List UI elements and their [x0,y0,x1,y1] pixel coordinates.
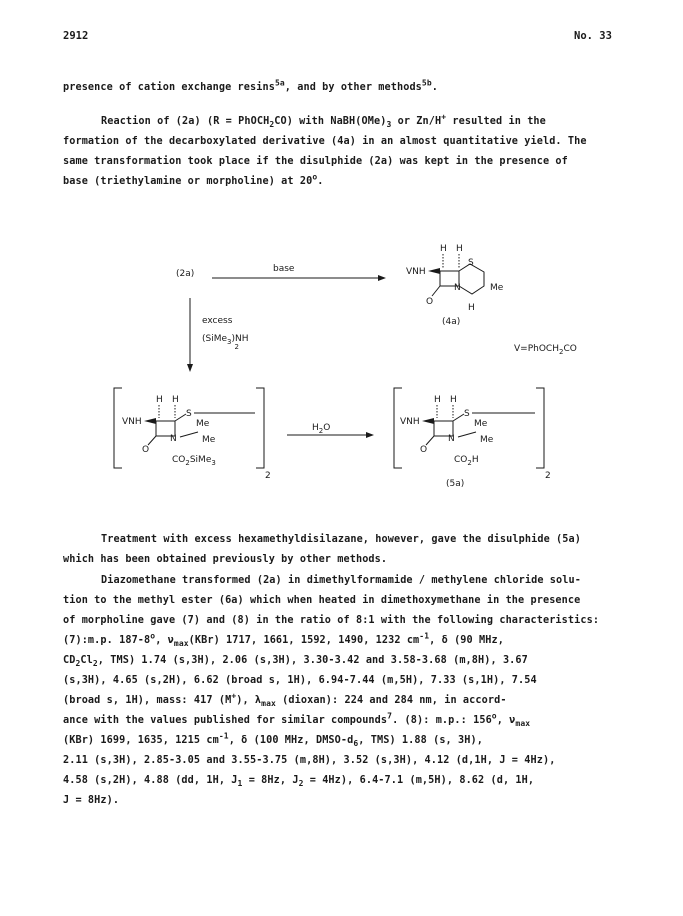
5a-h1: H [434,395,441,405]
arrow-excess-head [187,364,193,372]
paragraph-4 [63,571,611,811]
paragraph-4-line-2: tion to the methyl ester (6a) which when heated in dimethoxymethane in the presence [63,595,581,606]
label-5a: (5a) [446,479,465,489]
silyl-s-bond [175,414,186,421]
silyl-h1: H [156,395,163,405]
silyl-co-bond [148,436,156,445]
paragraph-1-line-1: presence of cation exchange resins$^{5a}$, and by other methods$^{5b}$. [63,78,438,93]
paragraph-4-line-4: (7):m.p. 187-8$^o$, $\nu_{max}(KBr)$ 1717, 1661, 1592, 1490, 1232 $cm^{-1}$, δ (90 MHz, [63,631,504,649]
silyl-wedge [144,418,156,424]
compound-5a [394,388,551,481]
v-definition: V=PhOCH$_2$CO [514,344,577,356]
page-number: 2912 [63,30,89,42]
arrow-reagent-label: (SiMe$_3$)NH 2 [202,334,249,351]
silyl-o: O [142,445,150,455]
4a-co-bond [432,286,440,296]
paragraph-2-line-2: formation of the decarboxylated derivative (4a) in an almost quantitative yield. The [63,136,587,147]
silyl-n: N [170,434,177,444]
5a-me2: Me [480,435,494,445]
arrow-h2o-head [366,432,374,438]
4a-six-ring [459,264,484,294]
silyl-co2sime3: $CO_2SiMe_3$ [172,455,216,467]
paragraph-4-line-6: (s,3H), 4.65 (s,2H), 6.62 (broad s, 1H), 6.94-7.44 (m,5H), 7.33 (s,1H), 7.54 [63,675,537,686]
paragraph-3 [63,530,611,570]
4a-s: S [468,258,474,268]
4a-n: N [454,283,461,293]
paragraph-2-line-1: Reaction of (2a) (R = PhOCH$_2$CO) with $NaBH(OMe)_3$ or Zn/H+ resulted in the [101,112,546,130]
arrow-excess-label: excess [202,316,233,326]
5a-wedge [422,418,434,424]
5a-s: S [464,409,470,419]
5a-co-bond [426,436,434,445]
bracket-right-2 [536,388,544,468]
4a-me: Me [490,283,504,293]
4a-wedge [428,268,440,274]
bracket-left-1 [114,388,122,468]
compound-silyl-disulphide [114,388,271,481]
compound-4a [406,244,504,313]
4a-vnh: VNH [406,267,426,277]
5a-co2h: $CO_2H$ [454,455,479,467]
paragraph-4-line-10: 2.11 (s,3H), 2.85-3.05 and 3.55-3.75 (m,8H), 3.52 (s,3H), 4.12 (d,1H, J = 4Hz), [63,755,556,766]
5a-s-bond [453,414,464,421]
paragraph-4-line-5: $CD_2Cl_2$, TMS) 1.74 (s,3H), 2.06 (s,3H), 3.30-3.42 and 3.58-3.68 (m,8H), 3.67 [63,655,528,669]
silyl-me2: Me [202,435,216,445]
paragraph-2-line-4: base (triethylamine or morpholine) at 20$^o$. [63,172,324,187]
bracket-subscript-2: 2 [545,471,551,481]
5a-me1: Me [474,419,488,429]
5a-c-bond [458,432,476,437]
paragraph-3-line-1: Treatment with excess hexamethyldisilazane, however, gave the disulphide (5a) [101,534,581,545]
5a-n: N [448,434,455,444]
arrow-h2o-label: $H_2O$ [312,423,331,435]
paragraph-4-line-12: J = 8Hz). [63,795,120,806]
silyl-h2: H [172,395,179,405]
paragraph-4-line-9: (KBr) 1699, 1635, 1215 $cm^{-1}$, δ (100 MHz, DMSO-$d_6$, TMS) 1.88 (s, 3H), [63,731,483,749]
5a-vnh: VNH [400,417,420,427]
silyl-c-bond [180,432,198,437]
reaction-scheme [110,238,610,508]
paragraph-4-line-3: of morpholine gave (7) and (8) in the ratio of 8:1 with the following characteristics: [63,615,600,626]
bracket-left-2 [394,388,402,468]
5a-o: O [420,445,428,455]
arrow-base-label: base [273,264,295,274]
4a-h2: H [456,244,463,254]
paragraph-2-line-3: same transformation took place if the disulphide (2a) was kept in the presence of [63,156,568,167]
label-2a: (2a) [176,269,195,279]
5a-h2: H [450,395,457,405]
bracket-right-1 [256,388,264,468]
4a-h3: H [468,303,475,313]
paragraph-3-line-2: which has been obtained previously by other methods. [63,554,388,565]
paragraph-4-line-8: ance with the values published for similar compounds$^7$. (8): m.p.: 156$^o$, $\nu_{max}$ [63,711,531,729]
4a-h1: H [440,244,447,254]
arrow-base-head [378,275,386,281]
silyl-me1: Me [196,419,210,429]
bracket-subscript-1: 2 [265,471,271,481]
4a-o: O [426,297,434,307]
paragraph-4-line-7: (broad s, 1H), mass: 417 (M+), $\lambda_{max}$ (dioxan): 224 and 284 nm, in accord- [63,691,507,709]
journal-number: No. 33 [574,30,612,42]
paragraph-4-line-1: Diazomethane transformed (2a) in dimethylformamide / methylene chloride solu- [101,575,581,586]
silyl-s: S [186,409,192,419]
paragraph-2 [63,112,611,192]
paragraph-1 [63,78,611,98]
paragraph-4-line-11: 4.58 (s,2H), 4.88 (dd, 1H, $J_1 = 8Hz$, $J_2 = 4Hz$), 6.4-7.1 (m,5H), 8.62 (d, 1H, [63,775,535,789]
silyl-vnh: VNH [122,417,142,427]
label-4a: (4a) [442,317,461,327]
